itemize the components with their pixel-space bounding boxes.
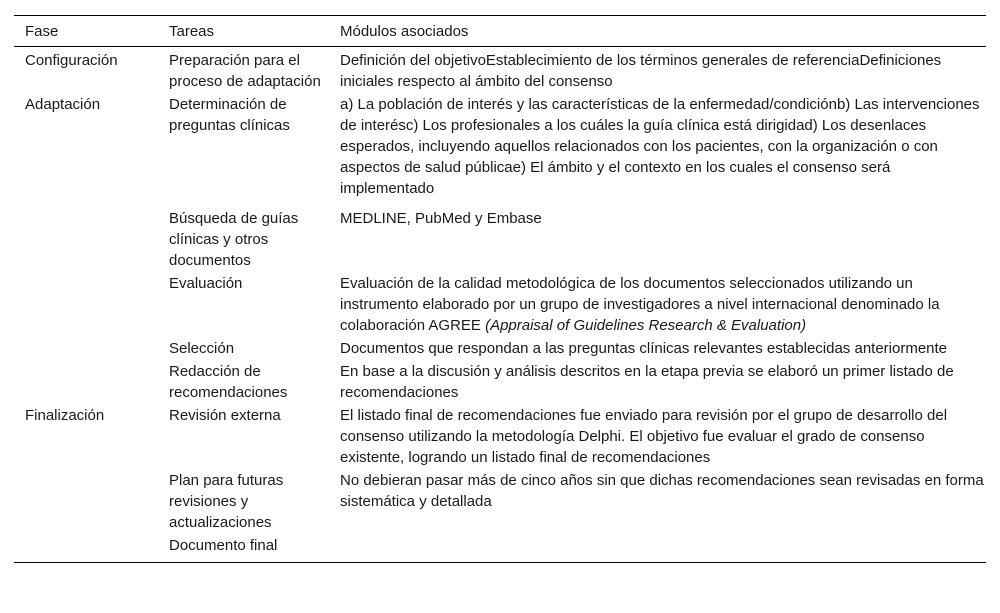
task-cell: Búsqueda de guías clínicas y otros documentos xyxy=(169,210,299,269)
header-modules: Módulos asociados xyxy=(329,16,986,47)
modules-cell xyxy=(329,535,986,562)
table-header xyxy=(14,16,986,47)
modules-cell xyxy=(329,273,986,338)
table-row xyxy=(14,208,986,273)
table-row xyxy=(14,470,986,535)
task-cell: Revisión externa xyxy=(169,407,281,424)
header-tasks: Tareas xyxy=(158,16,329,47)
phase-cell xyxy=(14,361,158,405)
phase-cell xyxy=(14,208,158,273)
table-row xyxy=(14,338,986,361)
table-row xyxy=(14,94,986,208)
consensus-phases-table xyxy=(14,16,986,562)
task-cell: Plan para futuras revisiones y actualizaciones xyxy=(169,472,284,531)
task-cell: Selección xyxy=(169,340,235,357)
table-body xyxy=(14,47,986,563)
table-row xyxy=(14,47,986,95)
modules-cell: a) La población de interés y las características de la enfermedad/condiciónb) Las intervenciones de interésc) Los profesionales a los cuáles la guía clínica está dirigidad) Los desenlaces esperados, incluyendo aquellos relacionados con los pacientes, con la organización o con aspectos de salud públicae) El ámbito y el contexto en los cuales el consenso será implementado xyxy=(340,96,980,197)
task-cell: Evaluación xyxy=(169,275,243,292)
table-row xyxy=(14,273,986,338)
header-row xyxy=(14,16,986,47)
modules-cell: El listado final de recomendaciones fue enviado para revisión por el grupo de desarrollo del consenso utilizando la metodología Delphi. El objetivo fue evaluar el grado de consenso existente, logrando un listado final de recomendaciones xyxy=(340,407,948,466)
task-cell: Preparación para el proceso de adaptación xyxy=(169,52,321,90)
table-row xyxy=(14,361,986,405)
phase-cell xyxy=(14,470,158,535)
phase-cell xyxy=(14,535,158,562)
table-row xyxy=(14,535,986,562)
phase-cell: Configuración xyxy=(25,52,118,69)
phase-cell: Finalización xyxy=(25,407,105,424)
task-cell: Determinación de preguntas clínicas xyxy=(169,96,290,134)
task-cell: Documento final xyxy=(169,537,278,554)
modules-cell: Definición del objetivoEstablecimiento de los términos generales de referenciaDefiniciones iniciales respecto al ámbito del consenso xyxy=(340,52,942,90)
phase-cell xyxy=(14,338,158,361)
agree-acronym-expansion: (Appraisal of Guidelines Research & Evaluation) xyxy=(485,317,807,334)
modules-cell: En base a la discusión y análisis descritos en la etapa previa se elaboró un primer listado de recomendaciones xyxy=(340,363,954,401)
modules-cell: No debieran pasar más de cinco años sin que dichas recomendaciones sean revisadas en forma sistemática y detallada xyxy=(340,472,984,510)
phase-cell xyxy=(14,273,158,338)
modules-cell: MEDLINE, PubMed y Embase xyxy=(340,210,542,227)
consensus-phases-table-wrapper xyxy=(14,15,986,563)
header-phase: Fase xyxy=(14,16,158,47)
modules-text: Evaluación de la calidad metodológica de los documentos seleccionados utilizando un instrumento elaborado por un grupo de investigadores a nivel internacional denominado la colaboración AGREE xyxy=(340,275,940,334)
table-row xyxy=(14,405,986,470)
task-cell: Redacción de recomendaciones xyxy=(169,363,288,401)
phase-cell: Adaptación xyxy=(25,96,101,113)
modules-cell: Documentos que respondan a las preguntas clínicas relevantes establecidas anteriormente xyxy=(340,340,948,357)
